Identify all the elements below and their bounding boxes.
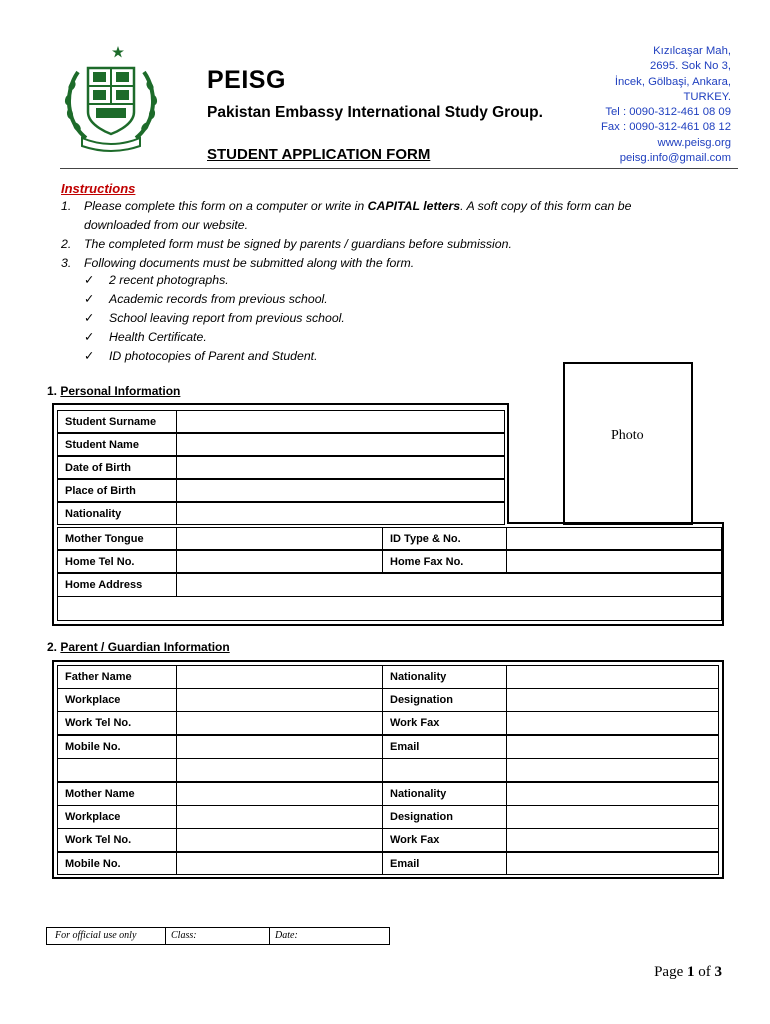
mother-designation-input[interactable]	[506, 805, 719, 829]
official-divider	[165, 928, 166, 944]
father-email-input[interactable]	[506, 735, 719, 759]
field-label-father-workplace: Workplace	[57, 688, 177, 712]
page-of: of	[694, 964, 715, 980]
field-label-mother-work-tel: Work Tel No.	[57, 828, 177, 852]
spacer-cell	[382, 758, 507, 782]
instruction-item-1	[61, 197, 701, 237]
spacer-cell	[176, 758, 383, 782]
header-divider	[60, 168, 738, 169]
home-address-input[interactable]	[176, 573, 722, 597]
photo-box[interactable]	[563, 362, 693, 525]
checkmark-icon: ✓	[84, 349, 95, 363]
personal-frame-step	[507, 522, 724, 524]
spacer-cell	[506, 758, 719, 782]
mother-email-input[interactable]	[506, 852, 719, 875]
field-label-name: Student Name	[57, 433, 177, 456]
page-number	[654, 964, 722, 981]
instruction-item-2	[61, 235, 701, 255]
instruction-number: 2.	[61, 237, 72, 251]
class-label: Class:	[171, 930, 197, 941]
field-label-father-work-tel: Work Tel No.	[57, 711, 177, 735]
field-label-mother-designation: Designation	[382, 805, 507, 829]
instruction-text	[84, 197, 674, 235]
checklist-text: Health Certificate.	[109, 330, 207, 344]
org-name: Pakistan Embassy International Study Group.	[207, 104, 543, 121]
official-use-box	[46, 927, 390, 945]
fax-line: Fax : 0090-312-461 08 12	[600, 121, 731, 134]
checklist-item	[84, 273, 484, 291]
page-prefix: Page	[654, 964, 687, 980]
field-label-father-nationality: Nationality	[382, 665, 507, 689]
section-personal-title	[47, 384, 180, 398]
home-tel-input[interactable]	[176, 550, 383, 573]
instruction-text-end: . A soft copy of this form can be downloaded from our website.	[84, 199, 632, 232]
official-divider	[269, 928, 270, 944]
mother-name-input[interactable]	[176, 782, 383, 806]
section-guardian-title	[47, 640, 230, 654]
father-designation-input[interactable]	[506, 688, 719, 712]
dob-input[interactable]	[176, 456, 505, 479]
instructions-title: Instructions	[61, 181, 136, 196]
field-label-father-email: Email	[382, 735, 507, 759]
field-label-father-name: Father Name	[57, 665, 177, 689]
checkmark-icon: ✓	[84, 292, 95, 306]
contact-address	[531, 44, 731, 166]
total-pages: 3	[714, 964, 722, 980]
checklist-item	[84, 292, 484, 310]
mother-work-fax-input[interactable]	[506, 828, 719, 852]
field-label-mother-tongue: Mother Tongue	[57, 527, 177, 550]
checkmark-icon: ✓	[84, 273, 95, 287]
website-link[interactable]: www.peisg.org	[657, 136, 731, 149]
field-label-mother-nationality: Nationality	[382, 782, 507, 806]
mother-mobile-input[interactable]	[176, 852, 383, 875]
current-page: 1	[687, 964, 695, 980]
instruction-text: Following documents must be submitted along with the form.	[84, 256, 415, 270]
field-label-mother-email: Email	[382, 852, 507, 875]
father-workplace-input[interactable]	[176, 688, 383, 712]
home-fax-input[interactable]	[506, 550, 722, 573]
field-label-mother-workplace: Workplace	[57, 805, 177, 829]
field-label-id-type: ID Type & No.	[382, 527, 507, 550]
spacer-cell	[57, 758, 177, 782]
mother-work-tel-input[interactable]	[176, 828, 383, 852]
father-mobile-input[interactable]	[176, 735, 383, 759]
instruction-text-start: Please complete this form on a computer or write in	[84, 199, 368, 213]
checklist-text: ID photocopies of Parent and Student.	[109, 349, 318, 363]
father-nationality-input[interactable]	[506, 665, 719, 689]
official-use-label: For official use only	[55, 930, 137, 941]
section-number: 2.	[47, 640, 58, 654]
student-name-input[interactable]	[176, 433, 505, 456]
checklist-text: School leaving report from previous school.	[109, 311, 345, 325]
address-line: TURKEY.	[683, 90, 731, 103]
field-label-father-work-fax: Work Fax	[382, 711, 507, 735]
section-title-text: Parent / Guardian Information	[60, 640, 230, 654]
address-line: İncek, Gölbaşi, Ankara,	[614, 75, 731, 88]
email-link[interactable]: peisg.info@gmail.com	[619, 152, 731, 165]
field-label-mother-mobile: Mobile No.	[57, 852, 177, 875]
father-work-fax-input[interactable]	[506, 711, 719, 735]
section-number: 1.	[47, 384, 58, 398]
checklist-item	[84, 330, 484, 348]
field-label-surname: Student Surname	[57, 410, 177, 433]
field-label-mother-name: Mother Name	[57, 782, 177, 806]
checklist-item	[84, 349, 484, 367]
form-title: STUDENT APPLICATION FORM	[207, 146, 431, 163]
father-name-input[interactable]	[176, 665, 383, 689]
mother-nationality-input[interactable]	[506, 782, 719, 806]
field-label-mother-work-fax: Work Fax	[382, 828, 507, 852]
instruction-number: 3.	[61, 256, 72, 270]
home-address-line-2[interactable]	[57, 596, 722, 621]
checklist-text: 2 recent photographs.	[109, 273, 229, 287]
phone-line: Tel : 0090-312-461 08 09	[605, 106, 731, 119]
id-type-input[interactable]	[506, 527, 722, 550]
instruction-number: 1.	[61, 199, 72, 213]
field-label-father-designation: Designation	[382, 688, 507, 712]
org-abbreviation: PEISG	[207, 66, 286, 94]
field-label-nationality: Nationality	[57, 502, 177, 525]
mother-workplace-input[interactable]	[176, 805, 383, 829]
field-label-father-mobile: Mobile No.	[57, 735, 177, 759]
instruction-emphasis: CAPITAL letters	[367, 199, 461, 213]
surname-input[interactable]	[176, 410, 505, 433]
field-label-pob: Place of Birth	[57, 479, 177, 502]
photo-label: Photo	[611, 428, 644, 443]
checklist-text: Academic records from previous school.	[109, 292, 328, 306]
field-label-dob: Date of Birth	[57, 456, 177, 479]
checkmark-icon: ✓	[84, 330, 95, 344]
instruction-item-3	[61, 254, 701, 274]
state-emblem-icon	[60, 42, 162, 154]
nationality-input[interactable]	[176, 502, 505, 525]
field-label-home-tel: Home Tel No.	[57, 550, 177, 573]
address-line: 2695. Sok No 3,	[649, 60, 731, 73]
instruction-text: The completed form must be signed by parents / guardians before submission.	[84, 237, 512, 251]
checkmark-icon: ✓	[84, 311, 95, 325]
father-work-tel-input[interactable]	[176, 711, 383, 735]
mother-tongue-input[interactable]	[176, 527, 383, 550]
field-label-home-address: Home Address	[57, 573, 177, 597]
checklist-item	[84, 311, 484, 329]
pob-input[interactable]	[176, 479, 505, 502]
date-label: Date:	[275, 930, 298, 941]
address-line: Kızılcaşar Mah,	[653, 45, 731, 57]
section-title-text: Personal Information	[60, 384, 181, 398]
field-label-home-fax: Home Fax No.	[382, 550, 507, 573]
